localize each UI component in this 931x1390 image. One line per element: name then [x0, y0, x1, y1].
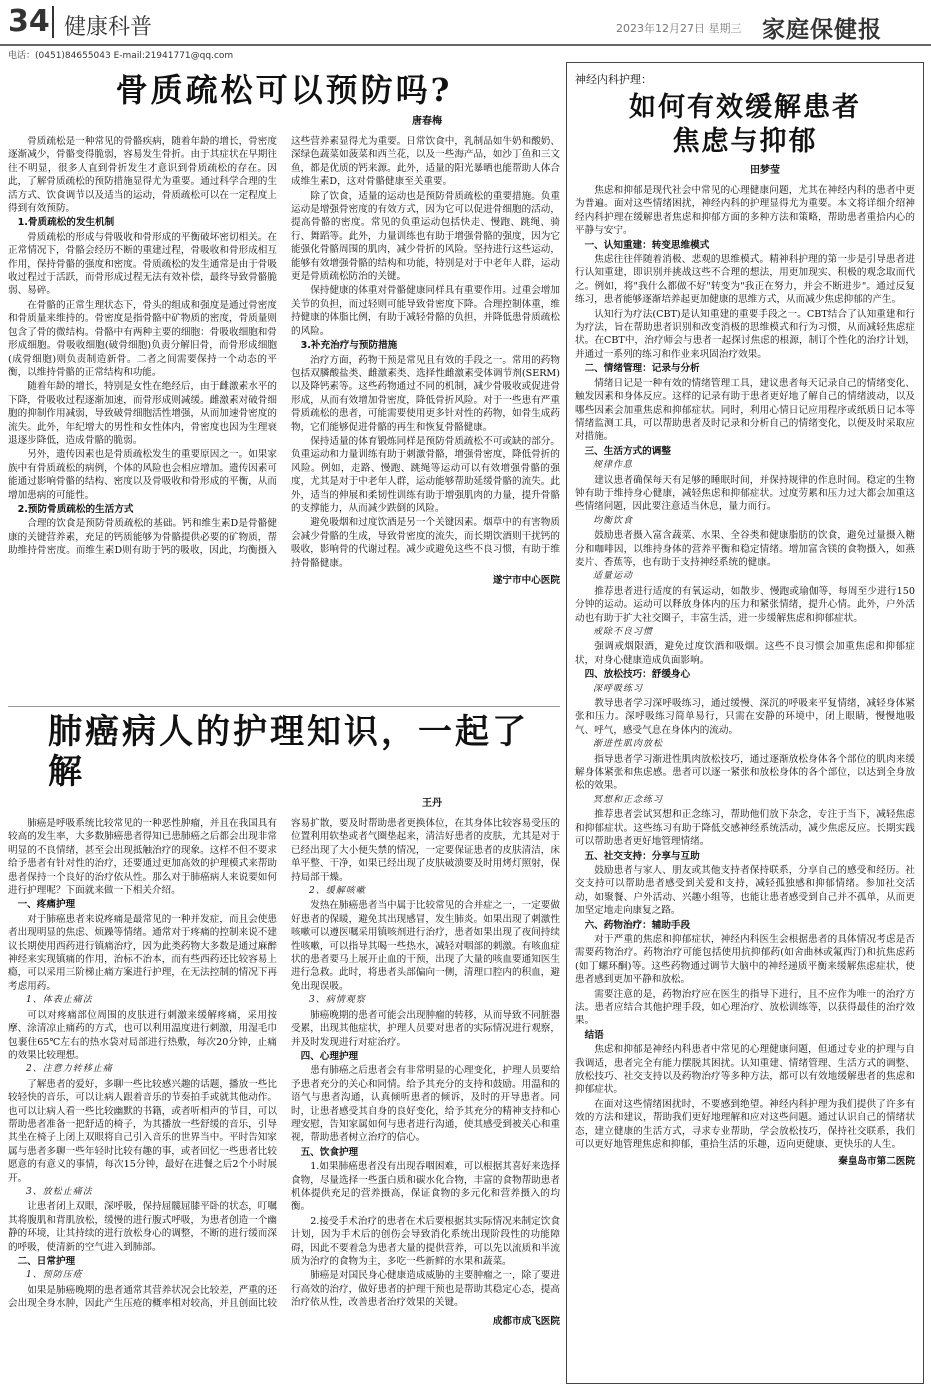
article-source: 遂宁市中心医院 [492, 575, 560, 586]
paragraph: 发热在肺癌患者当中属于比较常见的合并症之一，一定要做好患者的保暖，避免其出现感冒，发生肺炎。如果出现了刺激性咳嗽可以遵医嘱采用镇咳剂进行治疗，患者如果出现了夜间持续性咳嗽，可以指导其喝一些热水，减轻对咽部的刺激。有咳血症状的患者要马上展开止血的干预，出现了大量的咳血要通知医生进行急救。此时，将患者头部偏向一侧，清理口腔内的积血，避免出现误吸。 [291, 900, 560, 992]
subsection-heading: 1、预防压疮 [26, 1270, 83, 1281]
subsection-heading: 冥想和正念练习 [593, 794, 664, 805]
paragraph: 对于肺癌患者来说疼痛是最常见的一种并发症，而且会使患者出现明显的焦虑、烦躁等情绪。通常对于疼痛的控制来说不建议长期使用西药进行镇痛治疗，因为此类药物大多数是通过麻醉神经来实现镇痛的作用，治标不治本，而有些西药还比较容易上瘾，可以采用三阶梯止痛方案进行护理，在无法控制的情况下再考虑用药。 [8, 913, 277, 992]
article-title: 肺癌病人的护理知识，一起了解 [48, 712, 529, 792]
paragraph: 焦虑和抑郁是神经内科患者中常见的心理健康问题，但通过专业的护理与自我调适，患者完全有能力摆脱其困扰。认知重建、情绪管理、生活方式的调整、放松技巧、社交支持以及药物治疗等多种方法，都可以有效地缓解患者的焦虑和抑郁症状。 [575, 1044, 915, 1096]
paragraph: 鼓励患者摄入富含蔬菜、水果、全谷类和健康脂肪的饮食，避免过量摄入糖分和咖啡因，以维持身体的营养平衡和稳定情绪。增加富含镁的食物摄入，如燕麦片、香蕉等，也有助于支持神经系统的健康。 [575, 530, 915, 568]
paragraph: 教导患者学习深呼吸练习，通过缓慢、深沉的呼吸来平复情绪，减轻身体紧张和压力。深呼吸练习简单易行，只需在安静的环境中，闭上眼睛，慢慢地吸气、呼气，感受气息在身体内的流动。 [575, 698, 915, 736]
paragraph: 了解患者的爱好，多聊一些比较感兴趣的话题，播放一些比较轻快的音乐，可以让病人跟着音乐的节奏拍手或就其他动作。也可以让病人看一些比较幽默的书籍，或者听相声的节目，可以帮助患者准备一把舒适的椅子，为其播放一些舒缓的音乐，引导其坐在椅子上闭上双眼将自己引入音乐的世界当中。平时告知家属与患者多聊一些年轻时比较有趣的事，或者回忆一些患者比较愿意的有意义的事情，每次15分钟，最好在进餐之后2个小时展开。 [8, 1078, 277, 1184]
paragraph: 保持健康的体重对骨骼健康同样具有重要作用。过重会增加关节的负担，而过轻则可能导致骨密度下降。合理控制体重，维持健康的体脂比例，有助于减轻骨骼的负担，并降低患骨质疏松的风险。 [291, 285, 560, 337]
paragraph: 保持适量的体育锻炼同样是预防骨质疏松不可或缺的部分。负重运动和力量训练有助于刺激骨骼，增强骨密度，降低骨折的风险。例如，走路、慢跑、跳绳等运动可以有效增强骨骼的强度，尤其是对于中老年人群，运动能够帮助延缓骨骼的流失。此外，适当的伸展和柔韧性训练有助于增强肌肉的力量，提升骨骼的支撑能力，从而减少跌倒的风险。 [291, 435, 560, 514]
section-heading: 二、情绪管理：记录与分析 [584, 363, 700, 375]
subsection-heading: 均衡饮食 [593, 515, 634, 526]
article-title: 骨质疏松可以预防吗? [115, 71, 453, 109]
paragraph: 让患者闭上双眼，深呼吸，保持屈髋屈膝平卧的状态，叮嘱其将腹肌和背肌放松，缓慢的进行腹式呼吸，为患者创造一个幽静的环境，让其持续的进行放松身心的调整，不断的进行缓而深的呼吸，使清新的空气进入到肺部。 [8, 1201, 277, 1253]
paragraph: 避免吸烟和过度饮酒是另一个关键因素。烟草中的有害物质会减少骨骼的生成，导致骨密度的流失，而长期饮酒则干扰钙的吸收，影响骨的代谢过程。减少或避免这些不良习惯，有助于维持骨骼健康。 [291, 517, 560, 569]
paragraph: 可以对疼痛部位周围的皮肤进行刺激来缓解疼痛，采用按摩、涂清凉止痛药的方式，也可以利用温度进行刺激，用湿毛巾包裹住65℃左右的热水袋对局部进行热敷，每次20分钟，止痛的效果比较理想。 [8, 1009, 277, 1061]
article-body [8, 135, 560, 570]
article-anxiety-depression [566, 62, 924, 1384]
article-kicker: 神经内科护理： [575, 73, 652, 86]
article-lung-cancer [8, 712, 560, 1384]
subsection-heading: 2、缓解咳嗽 [309, 886, 366, 897]
paragraph: 随着年龄的增长，特别是女性在绝经后，由于雌激素水平的下降，骨吸收过程逐渐加速，而骨形成则减缓。雌激素对破骨细胞的抑制作用减弱，导致破骨细胞活性增强，从而加速骨密度的流失。此外，年纪增大的男性和女性体内，骨密度也因为生理衰退逐步降低，造成骨骼的脆弱。 [8, 381, 277, 446]
paragraph: 1.如果肺癌患者没有出现吞咽困难，可以根据其喜好来选择食物，尽量选择一些蛋白质和碳水化合物，丰富的食物帮助患者机体提供充足的营养摄高，保证食物的多元化和营养摄入的均衡。 [291, 1161, 560, 1213]
issue-date: 2023年12月27日 星期三 [616, 22, 742, 35]
section-heading: 一、疼痛护理 [17, 899, 76, 911]
article-body [575, 184, 915, 1151]
section-heading: 1.骨质疏松的发生机制 [17, 217, 115, 229]
page-number: 34 [8, 4, 50, 39]
paragraph: 肺癌晚期的患者可能会出现肿瘤的转移，从而导致不同脏器受累，出现其他症状，护理人员要对患者的实际情况进行观察，并及时发现进行对症治疗。 [291, 1009, 560, 1048]
newspaper-name: 家庭保健报 [762, 16, 882, 43]
article-author: 田梦莹 [750, 165, 780, 176]
paragraph: 合理的饮食是预防骨质疏松的基础。钙和维生素D是骨骼健康的关键营养素，充足的钙质能够为骨骼提供必要的矿物质，帮助维持骨密度。而维生素D则有助于钙的吸收，因此，均衡摄入这些营养素显得尤为重要。日常饮食中，乳制品如牛奶和酸奶、深绿色蔬菜如菠菜和西兰花，以及一些海产品，如沙丁鱼和三文鱼，都是优质的钙来源。此外，适量的阳光暴晒也能帮助人体合成维生素D，这对骨骼健康至关重要。 [8, 136, 560, 557]
paragraph: 肺癌是呼吸系统比较常见的一种恶性肿瘤，并且在我国具有较高的发生率，大多数肺癌患者得知已患肺癌之后都会出现非常明显的不良情绪，甚至会出现抵触治疗的现象。这样不但不要求给予患者有针对性的治疗，还要通过更加高效的护理模式来帮助患者保持一个良好的治疗依从性。那么对于肺癌病人来说要如何进行护理呢？下面就来做一下相关介绍。 [8, 818, 277, 897]
article-body [8, 817, 560, 1311]
paragraph: 在骨骼的正常生理状态下，骨头的组成和强度是通过骨密度和骨质量来维持的。骨密度是指骨骼中矿物质的密度，骨质量则包含了骨的微结构。骨骼中有两种主要的细胞：骨吸收细胞和骨形成细胞。骨吸收细胞(破骨细胞)负责分解旧骨，而骨形成细胞(成骨细胞)则负责制造新骨。二者之间需要保持一个动态的平衡，以维持骨骼的正常结构和功能。 [8, 299, 277, 378]
subsection-heading: 1、体表止痛法 [26, 995, 93, 1006]
paragraph: 焦虑和抑郁是现代社会中常见的心理健康问题，尤其在神经内科的患者中更为普遍。面对这些情绪困扰，神经内科的护理显得尤为重要。本文将详细介绍神经内科护理在缓解患者焦虑和抑郁方面的多种方法和策略，帮助患者重拾内心的平静与安宁。 [575, 185, 915, 237]
section-heading: 3.补充治疗与预防措施 [300, 340, 398, 352]
paragraph: 在面对这些情绪困扰时，不要感到绝望。神经内科护理为我们提供了许多有效的方法和建议，帮助我们更好地理解和应对这些问题。通过认识自己的情绪状态，建立健康的生活方式，寻求专业帮助，学会放松技巧，保持社交联系，我们可以更好地管理焦虑和抑郁，重拾生活的乐趣，迈向更健康、更快乐的人生。 [575, 1098, 915, 1151]
paragraph: 推荐患者尝试冥想和正念练习，帮助他们放下杂念，专注于当下，减轻焦虑和抑郁症状。这些练习有助于降低交感神经系统活动，减少焦虑反应。长期实践可以帮助患者更好地管理情绪。 [575, 809, 915, 848]
section-heading: 四、放松技巧：舒缓身心 [584, 669, 691, 681]
subsection-heading: 2、注意力转移止痛 [26, 1064, 113, 1075]
paragraph: 指导患者学习渐进性肌肉放松技巧，通过逐渐放松身体各个部位的肌肉来缓解身体紧张和焦虑感。患者可以逐一紧张和放松身体的各个部位，以达到全身放松的效果。 [575, 753, 915, 792]
paragraph: 推荐患者进行适度的有氧运动，如散步、慢跑或瑜伽等，每周至少进行150分钟的运动。运动可以释放身体内的压力和紧张情绪，提升心情。此外，户外活动也有助于扩大社交圈子，丰富生活，进一步缓解焦虑和抑郁症状。 [575, 585, 915, 624]
section-heading: 2.预防骨质疏松的生活方式 [17, 503, 134, 515]
subsection-heading: 深呼吸练习 [593, 683, 644, 694]
subsection-heading: 3、病情观察 [309, 995, 366, 1006]
section-heading: 结语 [584, 1029, 604, 1041]
header-rule [0, 44, 931, 46]
paragraph: 焦虑往往伴随着消极、悲观的思维模式。精神科护理的第一步是引导患者进行认知重建，即识别并挑战这些不合理的想法，用更加现实、积极的观念取而代之。例如，将"我什么都做不好"转变为"我正在努力，并会不断进步"。通过反复练习，患者能够逐渐培养起更加健康的思维方式，从而减少焦虑抑郁的产生。 [575, 254, 915, 306]
section-heading: 一、认知重建：转变思维模式 [584, 239, 710, 251]
paragraph: 需要注意的是，药物治疗应在医生的指导下进行，且不应作为唯一的治疗方法。患者应结合其他护理手段，如心理治疗、放松训练等，以获得最佳的治疗效果。 [575, 988, 915, 1027]
paragraph: 骨质疏松的形成与骨吸收和骨形成的平衡破坏密切相关。在正常情况下，骨骼会经历不断的重建过程，骨吸收和骨形成相互作用，保持骨骼的强度和密度。骨质疏松的发生通常是由于骨吸收过程过于活跃，而骨形成过程无法有效补偿，最终导致骨骼脆弱、易碎。 [8, 231, 277, 297]
subsection-heading: 戒除不良习惯 [593, 627, 654, 637]
section-heading: 六、药物治疗：辅助手段 [584, 919, 691, 931]
paragraph: 另外，遗传因素也是骨质疏松发生的重要原因之一。如果家族中有骨质疏松的病例，个体的风险也会相应增加。遗传因素可能通过影响骨骼的结构、密度以及骨吸收和骨形成的平衡，从而增加患病的可能性。 [8, 449, 277, 501]
subsection-heading: 3、放松止痛法 [26, 1186, 93, 1197]
section-title: 健康科普 [64, 15, 153, 40]
subsection-heading: 渐进性肌肉放松 [593, 739, 664, 750]
paragraph: 治疗方面，药物干预是常见且有效的手段之一。常用的药物包括双膦酸盐类、雌激素类、选择性雌激素受体调节剂(SERM)以及降钙素等。这些药物通过不同的机制，减少骨吸收或促进骨形成，从而有效增加骨密度，降低骨折风险。对于一些患有严重骨质疏松的患者，可能需要使用更多针对性的药物，如骨生成药物，它们能够促进骨骼的再生和恢复骨骼健康。 [291, 354, 560, 433]
paragraph: 鼓励患者与家人、朋友或其他支持者保持联系，分享自己的感受和经历。社交支持可以帮助患者感受到关爱和支持，减轻孤独感和抑郁情绪。参加社交活动，如聚餐、户外活动、兴趣小组等，也能让患者感受到自己并不孤单，从而更加坚定地走向康复之路。 [575, 864, 915, 917]
masthead [0, 0, 931, 48]
contact-line: 电话：(0451)84655043 E-mail:21941771@qq.com [8, 51, 234, 61]
article-author: 王丹 [422, 798, 442, 809]
article-title-line-2: 焦虑与抑郁 [672, 126, 818, 157]
subsection-heading: 适量运动 [593, 571, 634, 582]
paragraph: 认知行为疗法(CBT)是认知重建的重要手段之一。CBT结合了认知重建和行为疗法，旨在帮助患者识别和改变消极的思维模式和行为习惯，从而减轻焦虑症状。在CBT中，治疗师会与患者一起探讨焦虑的根源，制订个性化的治疗计划，并通过一系列的练习和作业来巩固治疗效果。 [575, 308, 915, 360]
paragraph: 如果是肺癌晚期的患者通常其营养状况会比较差，严重的还会出现全身水肿，因此产生压疮的概率相对较高，并且创面比较容易扩散，要及时帮助患者更换体位，在其身体比较容易受压的位置利用软垫或者气圈垫起来，清洁好患者的皮肤，尤其是对于已经出现了大小便失禁的情况，一定要保证患者的皮肤清洁，床单平整、干净，如果已经出现了皮肤破溃要及时用烤灯照射，保持局部干燥。 [8, 818, 560, 1310]
section-heading: 三、生活方式的调整 [584, 445, 671, 457]
paragraph: 建议患者确保每天有足够的睡眠时间，并保持规律的作息时间。稳定的生物钟有助于维持身心健康，减轻焦虑和抑郁症状。过度劳累和压力过大都会加重这些情绪问题，因此要注意适当休息，量力而行。 [575, 474, 915, 513]
paragraph: 除了饮食，适量的运动也是预防骨质疏松的重要措施。负重运动是增强骨密度的有效方式，因为它可以促进骨细胞的活动，提高骨骼的密度。常见的负重运动包括快走、慢跑、跳绳、骑行、舞蹈等。此外，力量训练也有助于增强骨骼的强度，因为它能强化骨骼周围的肌肉，减少骨折的风险。坚持进行这些运动，能够有效增强骨骼的结构和功能，特别是对于中老年人群，运动更是骨质疏松防治的关键。 [291, 190, 560, 283]
article-title-line-1: 如何有效缓解患者 [629, 92, 861, 123]
paragraph: 2.接受手术治疗的患者在术后要根据其实际情况来制定饮食计划，因为手术后的创伤会导致消化系统出现阶段性的功能障碍，因此不要着急为患者大量的提供营养，可以先以流质和半流质为治疗的食物为主，多吃一些新鲜的水果和蔬菜。 [291, 1215, 560, 1267]
paragraph: 情绪日记是一种有效的情绪管理工具，建议患者每天记录自己的情绪变化、触发因素和身体反应。这样的记录有助于患者更好地了解自己的情绪波动，以及哪些因素会加重焦虑和抑郁症状。同时，利用心情日记应用程序或纸质日记本等情绪监测工具，可以帮助患者及时记录和分析自己的情绪变化，以便及时采取应对措施。 [575, 377, 915, 443]
section-heading: 五、社交支持：分享与互助 [584, 850, 700, 862]
section-heading: 二、日常护理 [17, 1256, 76, 1267]
article-source: 成都市成飞医院 [492, 1315, 560, 1327]
paragraph: 对于严重的焦虑和抑郁症状，神经内科医生会根据患者的具体情况考虑是否需要药物治疗。药物治疗可能包括使用抗抑郁药(如舍曲林或氟西汀)和抗焦虑药(如丁螺环酮)等。这些药物通过调节大脑中的神经递质平衡来缓解焦虑症状，使患者感到更加平静和放松。 [575, 933, 915, 986]
paragraph: 肺癌是对国民身心健康造成威胁的主要肿瘤之一，除了要进行高效的治疗，做好患者的护理干预也是帮助其稳定心态，提高治疗依从性，改善患者治疗效果的关键。 [291, 1270, 560, 1309]
subsection-heading: 规律作息 [593, 460, 634, 471]
paragraph: 骨质疏松是一种常见的骨骼疾病，随着年龄的增长，骨密度逐渐减少，骨骼变得脆弱，容易发生骨折。由于其症状在早期往往不明显，很多人直到骨折发生才意识到骨质疏松的存在。因此，了解骨质疏松的预防措施显得尤为重要。通过科学合理的生活方式、饮食调节以及适当的运动，骨质疏松可以在一定程度上得到有效预防。 [8, 136, 277, 215]
section-heading: 四、心理护理 [300, 1050, 359, 1062]
masthead-divider [52, 6, 54, 38]
article-osteoporosis [8, 62, 560, 702]
section-heading: 五、饮食护理 [300, 1146, 359, 1158]
article-source: 秦皇岛市第二医院 [838, 1156, 915, 1168]
paragraph: 强调戒烟限酒，避免过度饮酒和吸烟。这些不良习惯会加重焦虑和抑郁症状，对身心健康造成负面影响。 [575, 641, 915, 666]
article-author: 唐春梅 [412, 116, 442, 127]
article-divider [8, 706, 560, 707]
paragraph: 患有肺癌之后患者会有非常明显的心理变化，护理人员要给予患者充分的关心和同情。给予其充分的支持和鼓励。用温和的语气与患者沟通，认真倾听患者的倾诉，及时的开导患者。同时，让患者感受其自身的良好变化，给予其充分的精神支持和心理安慰，告知家属如何与患者进行沟通，使其感受到被关心和重视，帮助患者树立治疗的信心。 [291, 1065, 560, 1144]
